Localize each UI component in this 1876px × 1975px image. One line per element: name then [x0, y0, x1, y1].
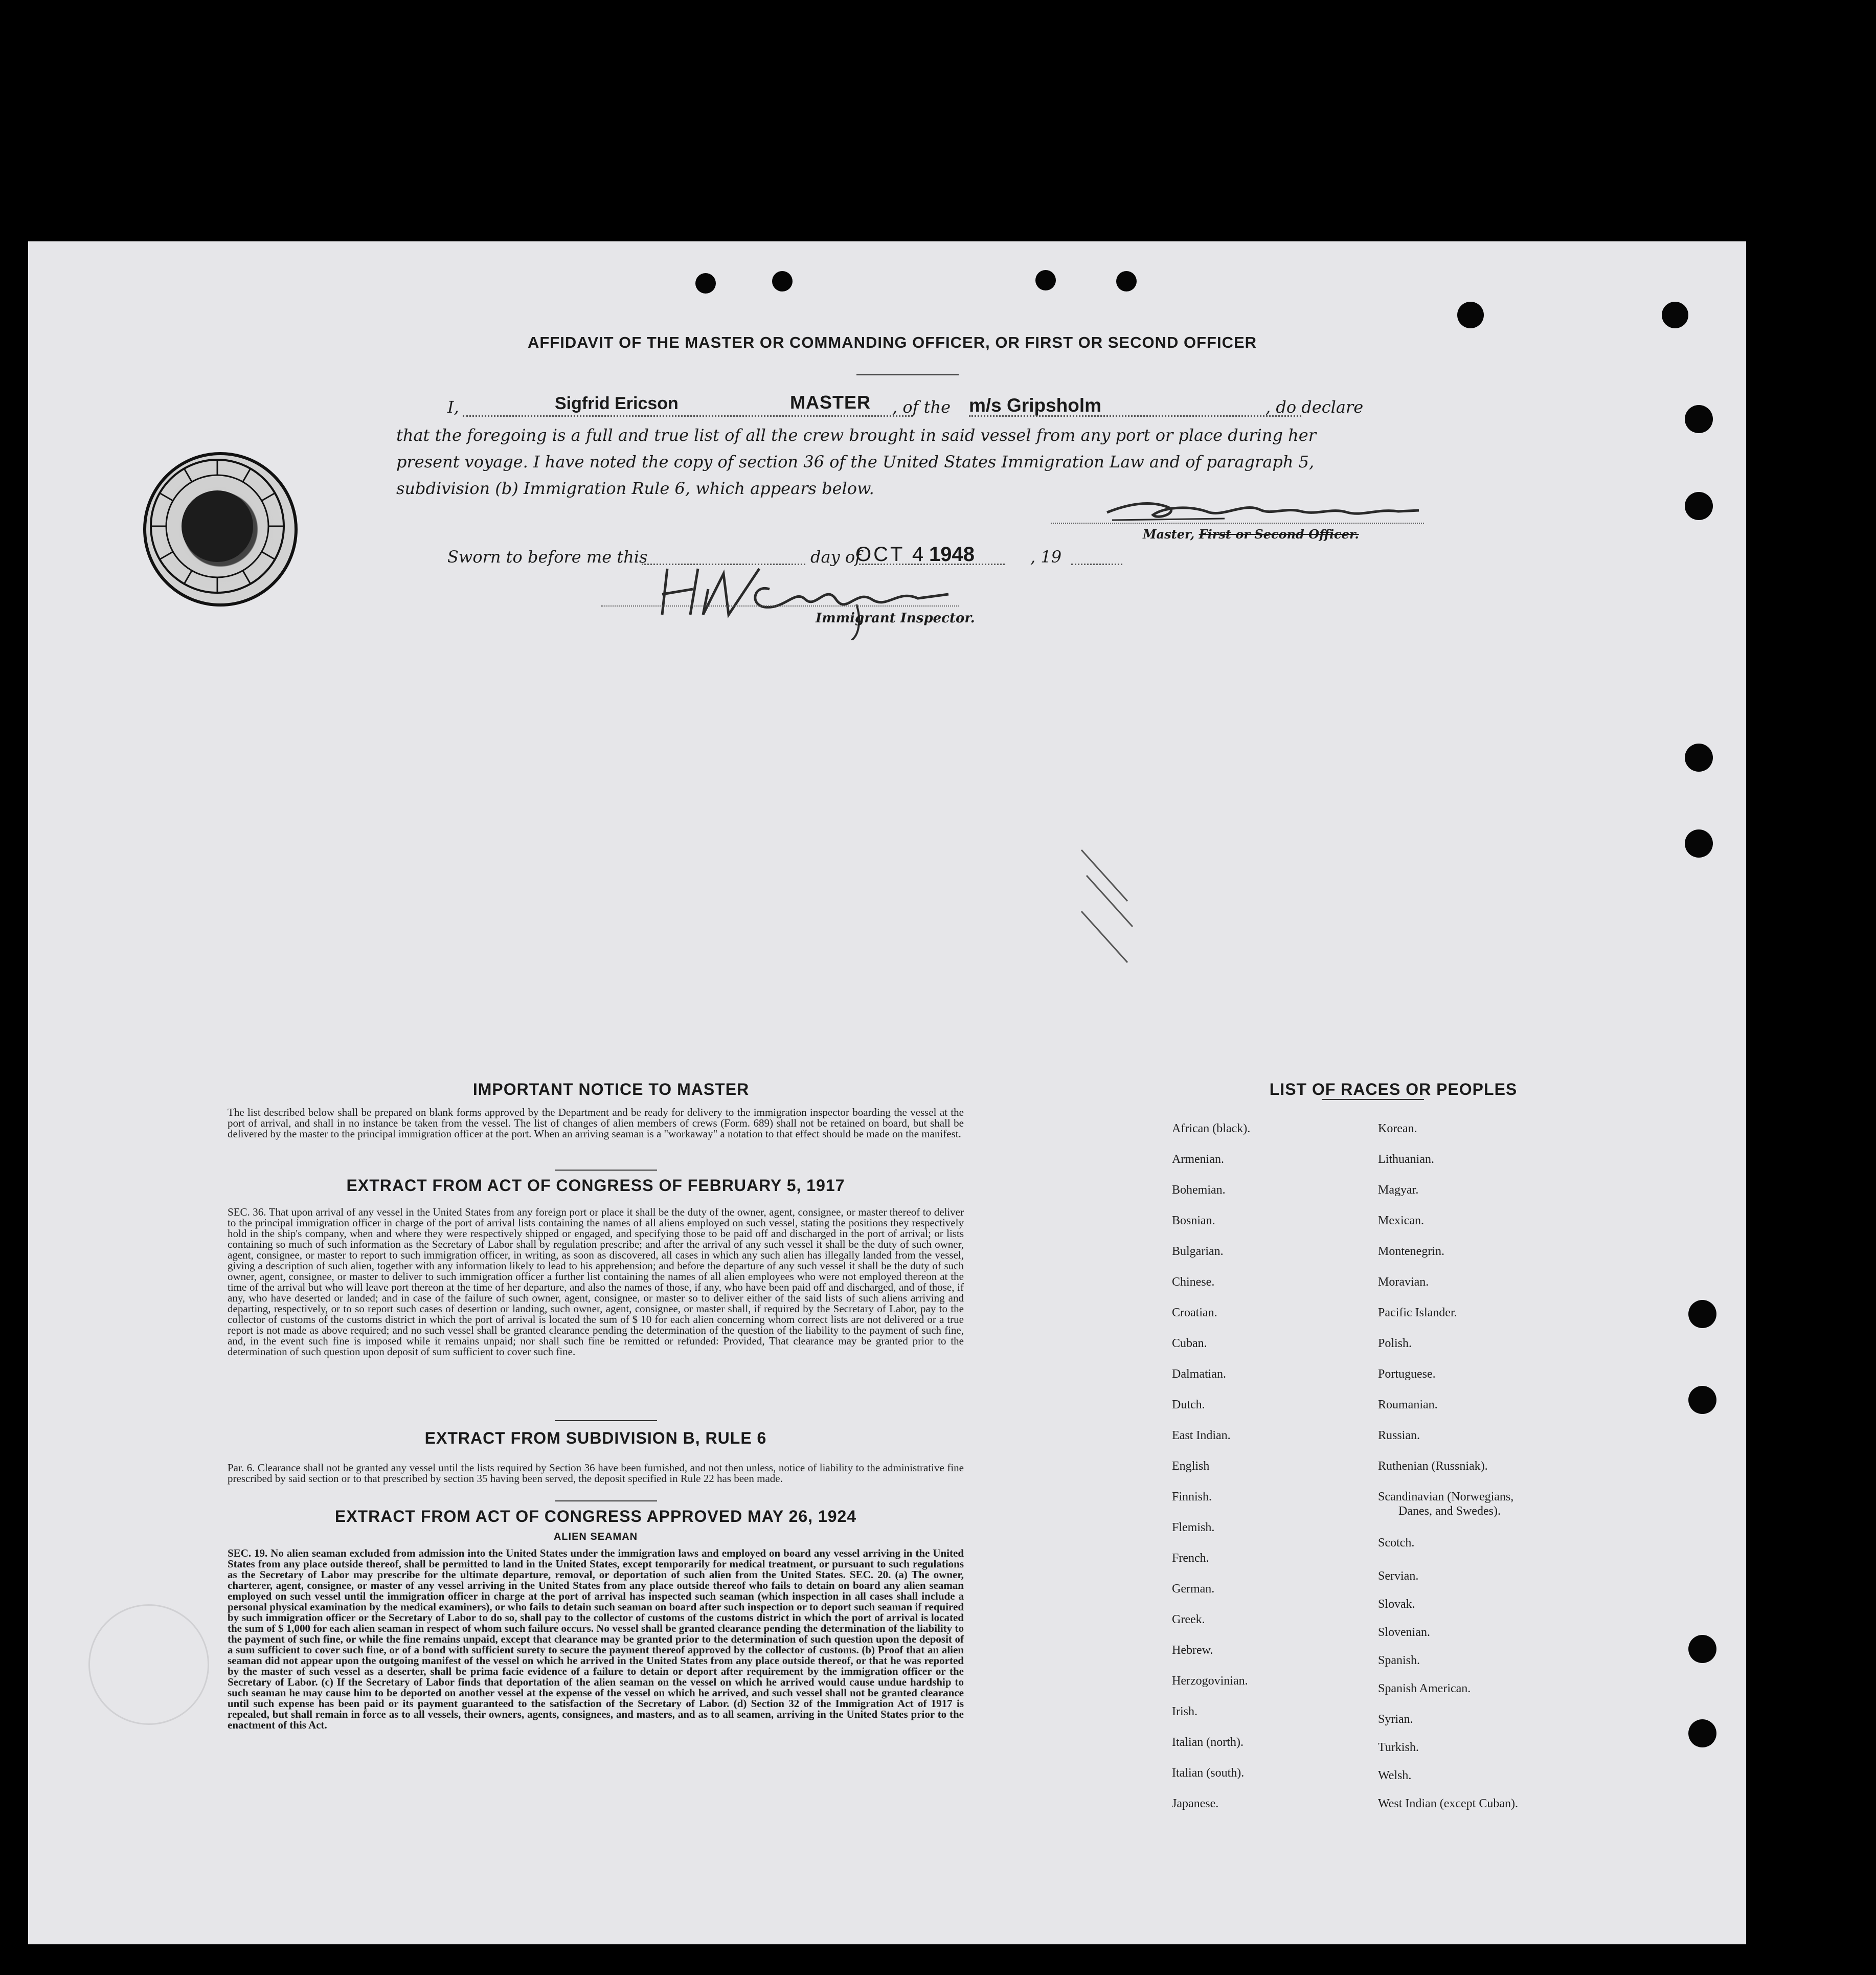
- race-col2-item: Montenegrin.: [1378, 1245, 1444, 1258]
- punch-hole: [1685, 405, 1713, 433]
- race-col1-item: German.: [1172, 1582, 1215, 1596]
- punch-hole: [1662, 302, 1688, 328]
- punch-hole: [1685, 744, 1713, 772]
- race-col1-item: Dutch.: [1172, 1398, 1205, 1411]
- race-col2-item: Slovenian.: [1378, 1626, 1430, 1639]
- race-col1-item: Irish.: [1172, 1705, 1197, 1718]
- section-rule: [555, 1420, 657, 1421]
- race-col2-item: Magyar.: [1378, 1183, 1419, 1197]
- race-col1-item: Bosnian.: [1172, 1214, 1215, 1227]
- notice-heading: IMPORTANT NOTICE TO MASTER: [472, 1080, 750, 1098]
- race-col1-item: Japanese.: [1172, 1797, 1219, 1810]
- sworn-year-line: [1071, 564, 1122, 565]
- race-col2-item: West Indian (except Cuban).: [1378, 1797, 1518, 1810]
- race-col1-item: Finnish.: [1172, 1490, 1212, 1503]
- race-col2-item: Mexican.: [1378, 1214, 1424, 1227]
- race-col1-item: French.: [1172, 1552, 1209, 1565]
- punch-hole: [772, 271, 793, 291]
- race-col1-item: Bulgarian.: [1172, 1245, 1224, 1258]
- master-caption-struck: First or Second Officer.: [1199, 527, 1359, 542]
- race-col2-item: Polish.: [1378, 1337, 1412, 1350]
- race-col1-item: African (black).: [1172, 1122, 1251, 1135]
- punch-hole: [1688, 1719, 1716, 1747]
- race-col1-item: Dalmatian.: [1172, 1367, 1226, 1381]
- document-sheet: [28, 241, 1746, 1944]
- punch-hole: [1457, 302, 1484, 328]
- race-col1-item: Bohemian.: [1172, 1183, 1226, 1197]
- race-col1-item: Italian (north).: [1172, 1736, 1244, 1749]
- punch-hole: [695, 273, 716, 294]
- day-of-label: day of: [810, 547, 861, 567]
- race-col2-item: Roumanian.: [1378, 1398, 1438, 1411]
- inspector-caption: Immigrant Inspector.: [816, 611, 975, 626]
- officer-name: Sigfrid Ericson: [555, 394, 679, 413]
- race-col1-item: Italian (south).: [1172, 1766, 1245, 1780]
- race-col2-item: Korean.: [1378, 1122, 1417, 1135]
- rule6-heading: EXTRACT FROM SUBDIVISION B, RULE 6: [424, 1429, 767, 1447]
- race-col1-item: Chinese.: [1172, 1275, 1215, 1289]
- pencil-marks: [1076, 845, 1153, 978]
- race-col1-item: Greek.: [1172, 1613, 1205, 1626]
- race-col1-item: English: [1172, 1460, 1210, 1473]
- master-caption-label: Master,: [1143, 527, 1195, 542]
- immigration-date-stamp: [143, 452, 298, 607]
- punch-hole: [1035, 270, 1056, 290]
- race-col1-item: Flemish.: [1172, 1521, 1215, 1534]
- race-col2-item: Portuguese.: [1378, 1367, 1436, 1381]
- sworn-date-stamp: OCT 4: [855, 543, 926, 566]
- race-col1-item: Herzogovinian.: [1172, 1674, 1248, 1688]
- punch-hole: [1688, 1300, 1716, 1328]
- master-caption: [1143, 527, 1359, 542]
- races-heading: LIST OF RACES OR PEOPLES: [1269, 1080, 1518, 1098]
- of-the-label: , of the: [892, 397, 951, 417]
- extract-1924-body: SEC. 19. No alien seaman excluded from admission into the United States under the immigration laws and employed on board any vessel arriving in the United States from any place outside thereof, shall be permitted to land in the United States, except temporarily for medical treatment, or pursuant to such regulations as the Secretary of Labor may prescribe for the ultimate departure, removal, or deportation of such alien from the United States. SEC. 20. (a) The owner, charterer, agent, consignee, or master of any vessel arriving in the United States from any place outside thereof who fails to detain on board any alien seaman employed on such vessel until the immigration officer in charge at the port of arrival has inspected such seaman (which inspection in all cases shall include a personal physical examination by the medical examiners), or who fails to detain such seaman on board after such inspection or to deport such seaman if required by such immigration officer or the Secretary of Labor to do so, shall pay to the collector of customs of the customs district in which the port of arrival is located the sum of $ 1,000 for each alien seaman in respect of whom such failure occurs. No vessel shall be granted clearance pending the determination of the liability to the payment of such fine, or while the fine remains unpaid, except that clearance may be granted prior to the determination of such question upon the deposit of a sum sufficient to cover such fine, or of a bond with sufficient surety to secure the payment thereof approved by the collector of customs. (b) Proof that an alien seaman did not appear upon the outgoing manifest of the vessel on which he arrived in the United States from any place outside thereof, or that he was reported by the master of such vessel as a deserter, shall be prima facie evidence of a failure to detain or deport after requirement by the immigration officer or the Secretary of Labor. (c) If the Secretary of Labor finds that deportation of the alien seaman on the vessel on which he arrived would cause undue hardship to such seaman he may cause him to be deported on another vessel at the expense of the vessel on which he arrived, and such vessel shall not be granted clearance until such expense has been paid or its payment guaranteed to the satisfaction of the Secretary of Labor. (d) Section 32 of the Immigration Act of 1917 is repealed, but shall remain in force as to all vessels, their owners, agents, consignees, and masters, and as to all seamen, arriving in the United States prior to the enactment of this Act.: [228, 1547, 964, 1731]
- vessel-name: m/s Gripsholm: [969, 395, 1102, 416]
- race-col2-item: Slovak.: [1378, 1598, 1415, 1611]
- name-fill-line: [463, 415, 913, 417]
- race-col2-item: Russian.: [1378, 1429, 1420, 1442]
- embossed-seal: [88, 1604, 209, 1725]
- race-col2-item: Welsh.: [1378, 1769, 1412, 1782]
- punch-hole: [1116, 271, 1137, 291]
- race-col1-item: East Indian.: [1172, 1429, 1231, 1442]
- sworn-year-stamp: 1948: [929, 543, 975, 566]
- race-col2-item: Moravian.: [1378, 1275, 1429, 1289]
- nineteen-label: , 19: [1030, 547, 1062, 567]
- master-sign-line: [1051, 523, 1424, 524]
- race-col2-item: Danes, and Swedes).: [1398, 1505, 1501, 1518]
- race-col2-item: Scandinavian (Norwegians,: [1378, 1490, 1514, 1503]
- race-col2-item: Spanish.: [1378, 1654, 1420, 1667]
- rule6-body: Par. 6. Clearance shall not be granted any vessel until the lists required by Section 36 have been furnished, and not then unless, notice of liability to the administrative fine prescribed by said section or to that prescribed by section 35 having been served, the deposit specified in Rule 22 has been made.: [228, 1462, 964, 1485]
- race-col2-item: Spanish American.: [1378, 1682, 1471, 1695]
- races-heading-rule: [1322, 1099, 1424, 1100]
- race-col1-item: Croatian.: [1172, 1306, 1217, 1319]
- race-col1-item: Armenian.: [1172, 1153, 1224, 1166]
- affidavit-line-3: present voyage. I have noted the copy of section 36 of the United States Immigration Law and of paragraph 5,: [396, 452, 1315, 472]
- extract-1924-heading: EXTRACT FROM ACT OF CONGRESS APPROVED MAY 26, 1924: [334, 1507, 857, 1525]
- race-col2-item: Syrian.: [1378, 1713, 1413, 1726]
- race-col2-item: Turkish.: [1378, 1741, 1419, 1754]
- inspector-sign-line: [601, 605, 959, 607]
- race-col2-item: Ruthenian (Russniak).: [1378, 1460, 1488, 1473]
- section-rule: [555, 1500, 657, 1501]
- do-declare-label: , do declare: [1265, 397, 1364, 417]
- heading-rule: [856, 374, 959, 375]
- race-col1-item: Hebrew.: [1172, 1644, 1213, 1657]
- race-col2-item: Pacific Islander.: [1378, 1306, 1457, 1319]
- affidavit-i-label: I,: [447, 397, 459, 417]
- affidavit-line-2: that the foregoing is a full and true list of all the crew brought in said vessel from any port or place during her: [396, 425, 1316, 445]
- stamp-ring-icon: [143, 452, 291, 600]
- affidavit-line-4: subdivision (b) Immigration Rule 6, which appears below.: [396, 479, 874, 498]
- sworn-label: Sworn to before me this: [447, 547, 648, 567]
- race-col2-item: Scotch.: [1378, 1536, 1415, 1550]
- affidavit-heading: AFFIDAVIT OF THE MASTER OR COMMANDING OFFICER, OR FIRST OR SECOND OFFICER: [527, 333, 1257, 351]
- punch-hole: [1685, 492, 1713, 520]
- extract-1917-heading: EXTRACT FROM ACT OF CONGRESS OF FEBRUARY 5, 1917: [346, 1176, 845, 1195]
- notice-body: The list described below shall be prepared on blank forms approved by the Department and be ready for delivery to the immigration inspector boarding the vessel at the port of arrival, and shall in no instance be taken from the vessel. The list of changes of alien members of crews (Form. 689) shall not be retained on board, but shall be delivered by the master to the principal immigration officer at the port. When an arriving seaman is a "workaway" a notation to that effect should be made on the manifest.: [228, 1106, 964, 1140]
- race-col2-item: Lithuanian.: [1378, 1153, 1434, 1166]
- race-col1-item: Cuban.: [1172, 1337, 1207, 1350]
- extract-1917-body: SEC. 36. That upon arrival of any vessel in the United States from any foreign port or place it shall be the duty of the owner, agent, consignee, or master thereof to deliver to the principal immigration officer in charge of the port of arrival lists containing the names of all aliens employed on such vessel, stating the positions they respectively hold in the ship's company, when and where they were respectively shipped or engaged, and specifying those to be paid off and discharged in the port of arrival; or lists containing so much of such information as the Secretary of Labor shall by regulation prescribe; and after the arrival of any such vessel it shall be the duty of such owner, agent, consignee, or master to report to such immigration officer, in writing, as soon as discovered, all cases in which any such alien has illegally landed from the vessel, giving a description of such alien, together with any information likely to lead to his apprehension; and before the departure of any such vessel it shall be the duty of such owner, agent, consignee, or master to deliver to such immigration officer a further list containing the names of all alien employees who were not employed thereon at the time of the arrival but who will leave port thereon at the time of her departure, and also the names of those, if any, who have been paid off and discharged, and of those, if any, who have deserted or landed; and in case of the failure of such owner, agent, consignee, or master so to deliver either of the said lists of such aliens arriving and departing, respectively, or to so report such cases of desertion or landing, such owner, agent, consignee, or master shall, if required by the Secretary of Labor, pay to the collector of customs of the customs district in which the port of arrival is located the sum of $ 10 for each alien concerning whom correct lists are not delivered or a true report is not made as above required; and no such vessel shall be granted clearance pending the determination of the question of the liability to the payment of such fine, and, in the event such fine is imposed while it remains unpaid; nor shall such fine be remitted or refunded: Provided, That clearance may be granted prior to the determination of such question upon deposit of sum sufficient to cover such fine.: [228, 1206, 964, 1358]
- section-rule: [555, 1170, 657, 1171]
- punch-hole: [1688, 1635, 1716, 1663]
- extract-1924-subheading: ALIEN SEAMAN: [553, 1531, 638, 1542]
- inspector-signature: [631, 558, 969, 640]
- race-col2-item: Servian.: [1378, 1569, 1419, 1583]
- punch-hole: [1685, 829, 1713, 858]
- officer-rank: MASTER: [790, 392, 871, 413]
- punch-hole: [1688, 1386, 1716, 1414]
